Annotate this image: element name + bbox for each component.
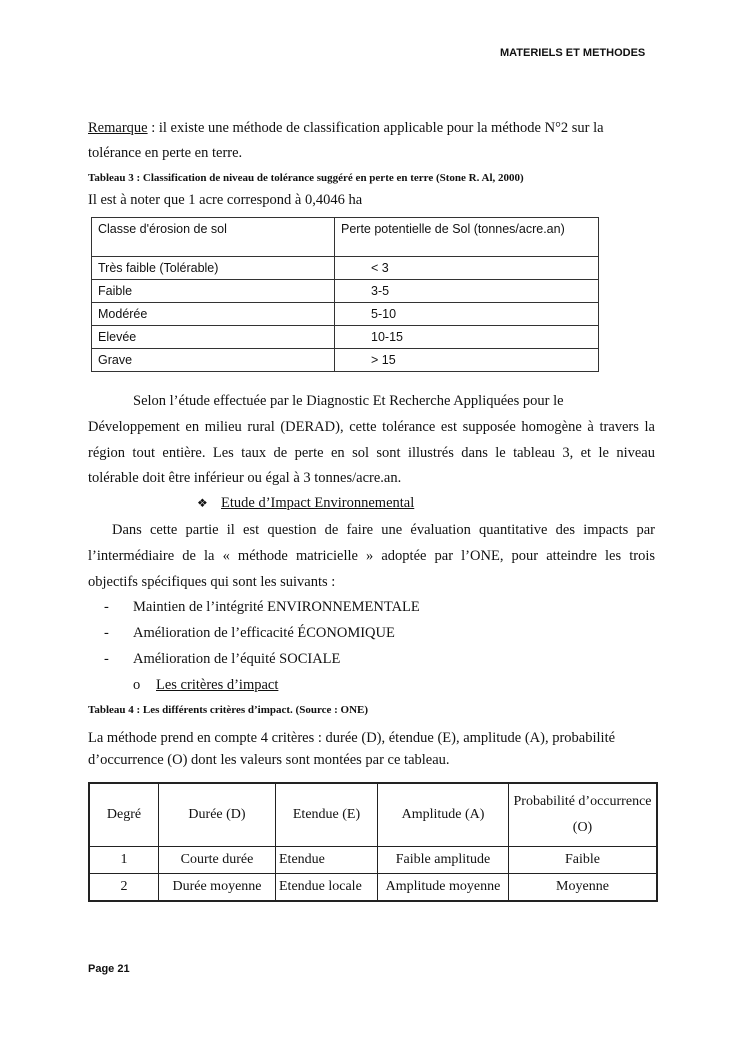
table-cell: Modérée xyxy=(92,303,335,326)
erosion-table xyxy=(91,217,599,372)
paragraph-line: d’occurrence (O) dont les valeurs sont montées par ce tableau. xyxy=(88,752,450,768)
table-header: Classe d'érosion de sol xyxy=(92,218,335,257)
impact-criteria-table xyxy=(88,782,658,902)
table-cell: Faible amplitude xyxy=(378,846,509,873)
subsection-title: Les critères d’impact xyxy=(156,677,279,693)
table-cell: Très faible (Tolérable) xyxy=(92,257,335,280)
running-header: MATERIELS ET METHODES xyxy=(500,47,646,59)
table-cell: Grave xyxy=(92,349,335,372)
dash-bullet: - xyxy=(104,651,109,667)
table-cell: Faible xyxy=(92,280,335,303)
table-header: Etendue (E) xyxy=(276,783,378,846)
remark-line-2: tolérance en perte en terre. xyxy=(88,145,243,161)
remark-label: Remarque xyxy=(88,120,148,136)
table-cell: 1 xyxy=(89,846,159,873)
table-cell: > 15 xyxy=(335,349,599,372)
paragraph-line: La méthode prend en compte 4 critères : durée (D), étendue (E), amplitude (A), probabilité xyxy=(88,730,616,746)
table-header: Probabilité d’occurrence (O) xyxy=(509,783,658,846)
table-cell: 10-15 xyxy=(335,326,599,349)
table-cell: Courte durée xyxy=(159,846,276,873)
section-title: Etude d’Impact Environnemental xyxy=(221,495,415,511)
paragraph-line: l’intermédiaire de la « méthode matricielle » adoptée par l’ONE, pour atteindre les trois xyxy=(88,548,655,564)
table3-caption: Tableau 3 : Classification de niveau de tolérance suggéré en perte en terre (Stone R. Al, 2000) xyxy=(88,172,524,184)
table-header: Amplitude (A) xyxy=(378,783,509,846)
table-cell: < 3 xyxy=(335,257,599,280)
paragraph-line: Dans cette partie il est question de faire une évaluation quantitative des impacts par xyxy=(112,522,655,538)
table-header: Degré xyxy=(89,783,159,846)
remark-text: : il existe une méthode de classification applicable pour la méthode N°2 sur la xyxy=(147,120,604,136)
paragraph-line: Selon l’étude effectuée par le Diagnostic Et Recherche Appliquées pour le xyxy=(133,393,564,409)
table-cell: Etendue locale xyxy=(276,873,378,901)
paragraph-line: tolérable doit être inférieur ou égal à 3 tonnes/acre.an. xyxy=(88,470,402,486)
table-cell: 3-5 xyxy=(335,280,599,303)
table-cell: 2 xyxy=(89,873,159,901)
table-header: Perte potentielle de Sol (tonnes/acre.an) xyxy=(335,218,599,257)
circle-bullet-icon: o xyxy=(133,677,141,693)
acre-note: Il est à noter que 1 acre correspond à 0,4046 ha xyxy=(88,192,363,208)
dash-bullet: - xyxy=(104,625,109,641)
table-cell: Moyenne xyxy=(509,873,658,901)
list-item: Maintien de l’intégrité ENVIRONNEMENTALE xyxy=(133,599,420,615)
paragraph-line: objectifs spécifiques qui sont les suivants : xyxy=(88,574,336,590)
paragraph-line: région tout entière. Les taux de perte en sol sont illustrés dans le tableau 3, et le niveau xyxy=(88,445,655,461)
table-cell: Amplitude moyenne xyxy=(378,873,509,901)
table4-caption: Tableau 4 : Les différents critères d’impact. (Source : ONE) xyxy=(88,704,369,716)
paragraph-line: Développement en milieu rural (DERAD), cette tolérance est supposée homogène à travers la xyxy=(88,419,655,435)
table-header: Durée (D) xyxy=(159,783,276,846)
list-item: Amélioration de l’équité SOCIALE xyxy=(133,651,341,667)
page-number: Page 21 xyxy=(88,963,130,975)
diamond-bullet-icon: ❖ xyxy=(197,496,208,510)
dash-bullet: - xyxy=(104,599,109,615)
table-cell: Etendue xyxy=(276,846,378,873)
table-cell: 5-10 xyxy=(335,303,599,326)
table-cell: Elevée xyxy=(92,326,335,349)
list-item: Amélioration de l’efficacité ÉCONOMIQUE xyxy=(133,625,395,641)
table-cell: Durée moyenne xyxy=(159,873,276,901)
table-cell: Faible xyxy=(509,846,658,873)
remark-line-1 xyxy=(88,119,604,137)
